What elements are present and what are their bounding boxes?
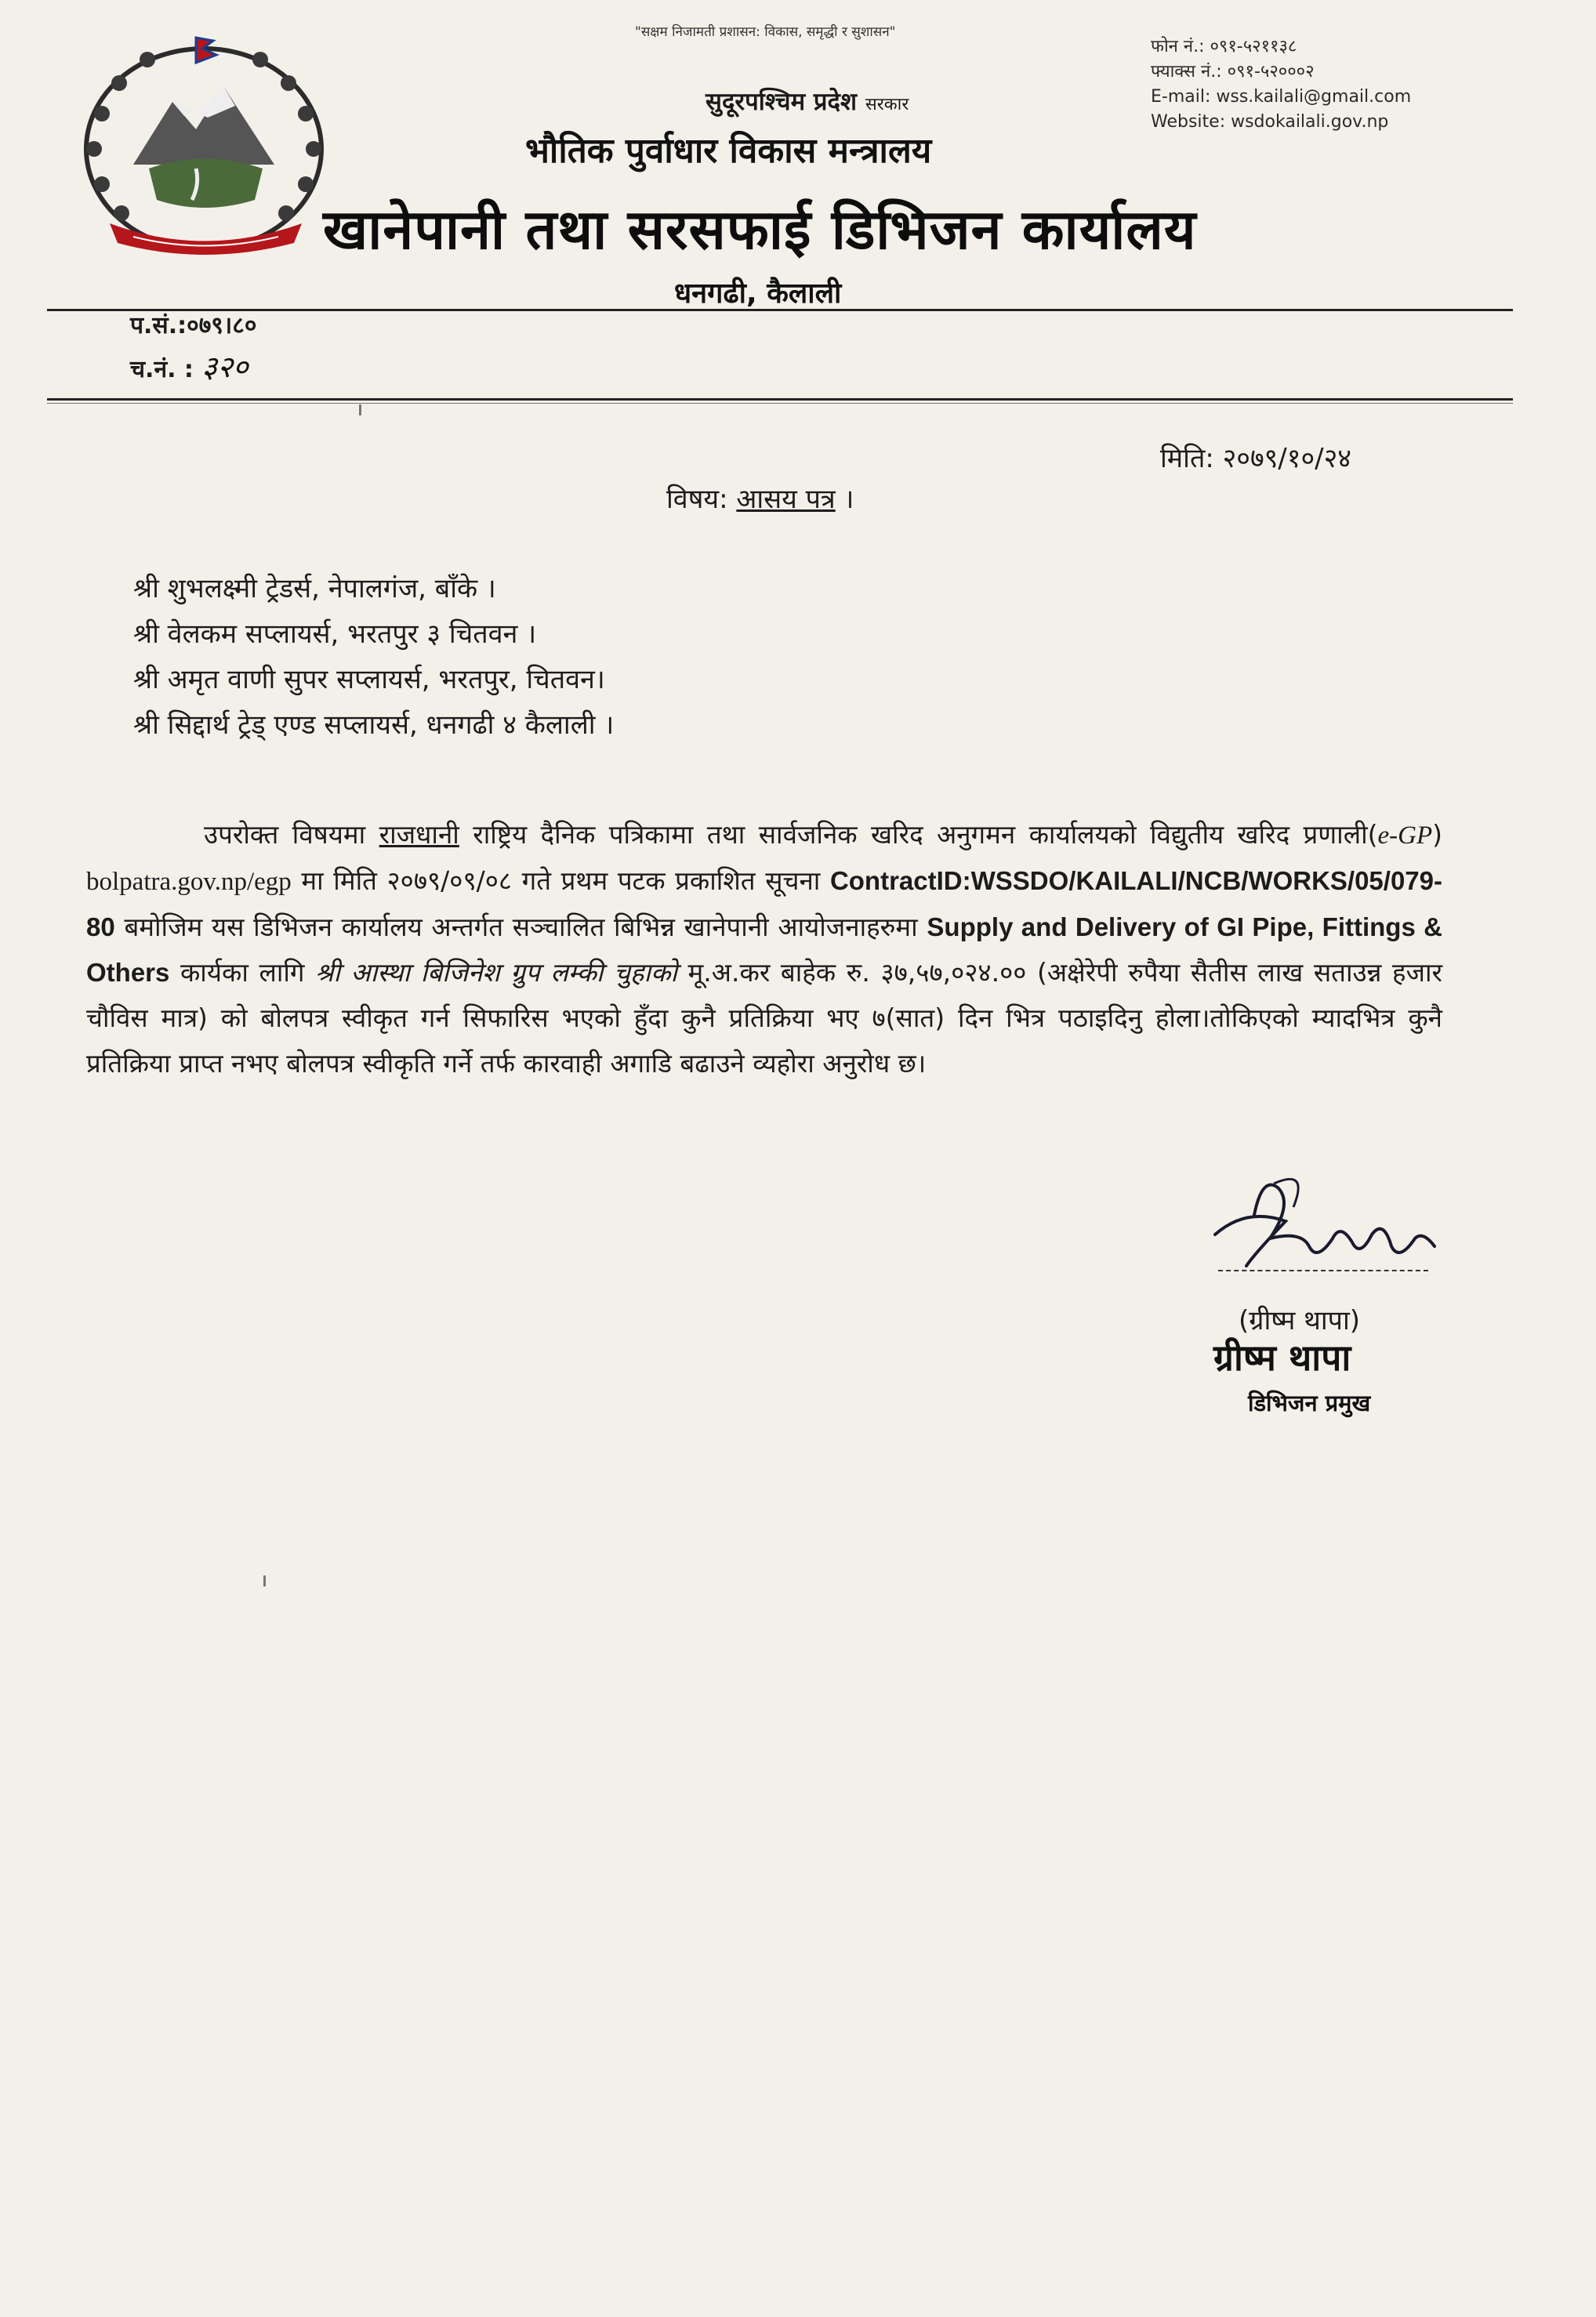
fax-number: फ्याक्स नं.: ०९१-५२०००२	[1151, 62, 1315, 82]
body-part: कार्यका लागि	[180, 957, 305, 988]
signatory-title: डिभिजन प्रमुख	[1248, 1390, 1371, 1416]
signatory-stamp-name: ग्रीष्म थापा	[1213, 1336, 1351, 1379]
work-name: Supply and Delivery of GI Pipe, Fittings & Others	[86, 912, 1443, 987]
office-name: खानेपानी तथा सरसफाई डिभिजन कार्यालय	[323, 198, 1197, 262]
header-divider-bottom	[47, 398, 1513, 401]
dispatch-label: च.नं. :	[130, 356, 194, 383]
newspaper-name: राजधानी	[379, 819, 459, 850]
letter-body	[86, 812, 1442, 1086]
recipient-item: श्री वेलकम सप्लायर्स, भरतपुर ३ चितवन ।	[133, 618, 537, 650]
body-part: मा मिति २०७९/०९/०८ गते प्रथम पटक प्रकाशित सूचना	[301, 865, 821, 896]
handwritten-signature-icon	[1199, 1160, 1458, 1293]
signature-line	[1218, 1270, 1428, 1271]
body-part: बमोजिम यस डिभिजन कार्यालय अन्तर्गत सञ्चालित बिभिन्न खानेपानी आयोजनाहरुमा	[124, 912, 918, 942]
website-address: Website: wsdokailali.gov.np	[1151, 112, 1389, 132]
recipient-item: श्री शुभलक्ष्मी ट्रेडर्स, नेपालगंज, बाँके ।	[133, 573, 496, 604]
government-main: सुदूरपश्चिम प्रदेश	[706, 88, 858, 116]
body-part: राष्ट्रिय दैनिक पत्रिकामा तथा सार्वजनिक खरिद अनुगमन कार्यालयको विद्युतीय खरिद प्रणाली(	[473, 819, 1378, 850]
header-divider-thin	[47, 403, 1513, 404]
subject-label: विषय:	[666, 484, 728, 515]
office-location: धनगढी, कैलाली	[674, 277, 842, 310]
letter-date: मिति: २०७९/१०/२४	[1160, 443, 1351, 474]
recipient-item: श्री सिद्दार्थ ट्रेड् एण्ड सप्लायर्स, धनगढी ४ कैलाली ।	[133, 709, 615, 741]
phone-number: फोन नं.: ०९१-५२११३८	[1151, 37, 1297, 56]
ministry-name: भौतिक पुर्वाधार विकास मन्त्रालय	[525, 131, 932, 171]
bidder-name: श्री आस्था बिजिनेश ग्रुप लम्की चुहाको	[315, 957, 677, 988]
email-address: E-mail: wss.kailali@gmail.com	[1151, 87, 1412, 107]
recipient-item: श्री अमृत वाणी सुपर सप्लायर्स, भरतपुर, चितवन।	[133, 664, 605, 695]
contract-id: ContractID:WSSDO/KAILALI/NCB/WORKS/05/079-80	[86, 866, 1442, 941]
body-part: उपरोक्त विषयमा	[204, 819, 366, 850]
signatory-name: (ग्रीष्म थापा)	[1239, 1305, 1361, 1336]
contact-block	[1151, 34, 1411, 135]
paper-speck	[263, 1575, 266, 1586]
subject-text: आसय पत्र	[736, 484, 836, 515]
body-part: मू.अ.कर बाहेक रु. ३७,५७,०२४.०० (अक्षेरेपी रुपैया सैतीस लाख सताउन्न हजार चौविस मात्र) को बोलपत्र स्वीकृत गर्न सिफारिस भएको हुँदा कुनै प्रतिक्रिया भए ७(सात) दिन भित्र पठाइदिनु होला।तोकिएको म्यादभित्र कुनै प्रतिक्रिया प्राप्त नभए बोलपत्र स्वीकृति गर्ने तर्फ कारवाही अगाडि बढाउने व्यहोरा अनुरोध छ।	[86, 957, 1442, 1079]
government-name	[706, 85, 909, 118]
nepal-emblem-icon	[78, 31, 337, 267]
egp-text: e-GP	[1377, 821, 1433, 850]
portal-url: bolpatra.gov.np/egp	[86, 868, 292, 896]
dispatch-number: ३२०	[201, 350, 248, 384]
reference-block	[130, 306, 256, 390]
recipient-list	[133, 566, 614, 748]
subject-end: ।	[843, 484, 854, 515]
motto: "सक्षम निजामती प्रशासन: विकास, समृद्धी र सुशासन"	[635, 24, 896, 40]
body-part: )	[1432, 819, 1443, 850]
header-divider-top	[47, 309, 1513, 311]
government-suffix: सरकार	[865, 95, 909, 114]
paper-speck	[359, 404, 361, 415]
fiscal-number: प.सं.:०७९।८०	[130, 312, 257, 339]
subject-line	[666, 480, 854, 516]
dispatch-line	[130, 346, 256, 390]
